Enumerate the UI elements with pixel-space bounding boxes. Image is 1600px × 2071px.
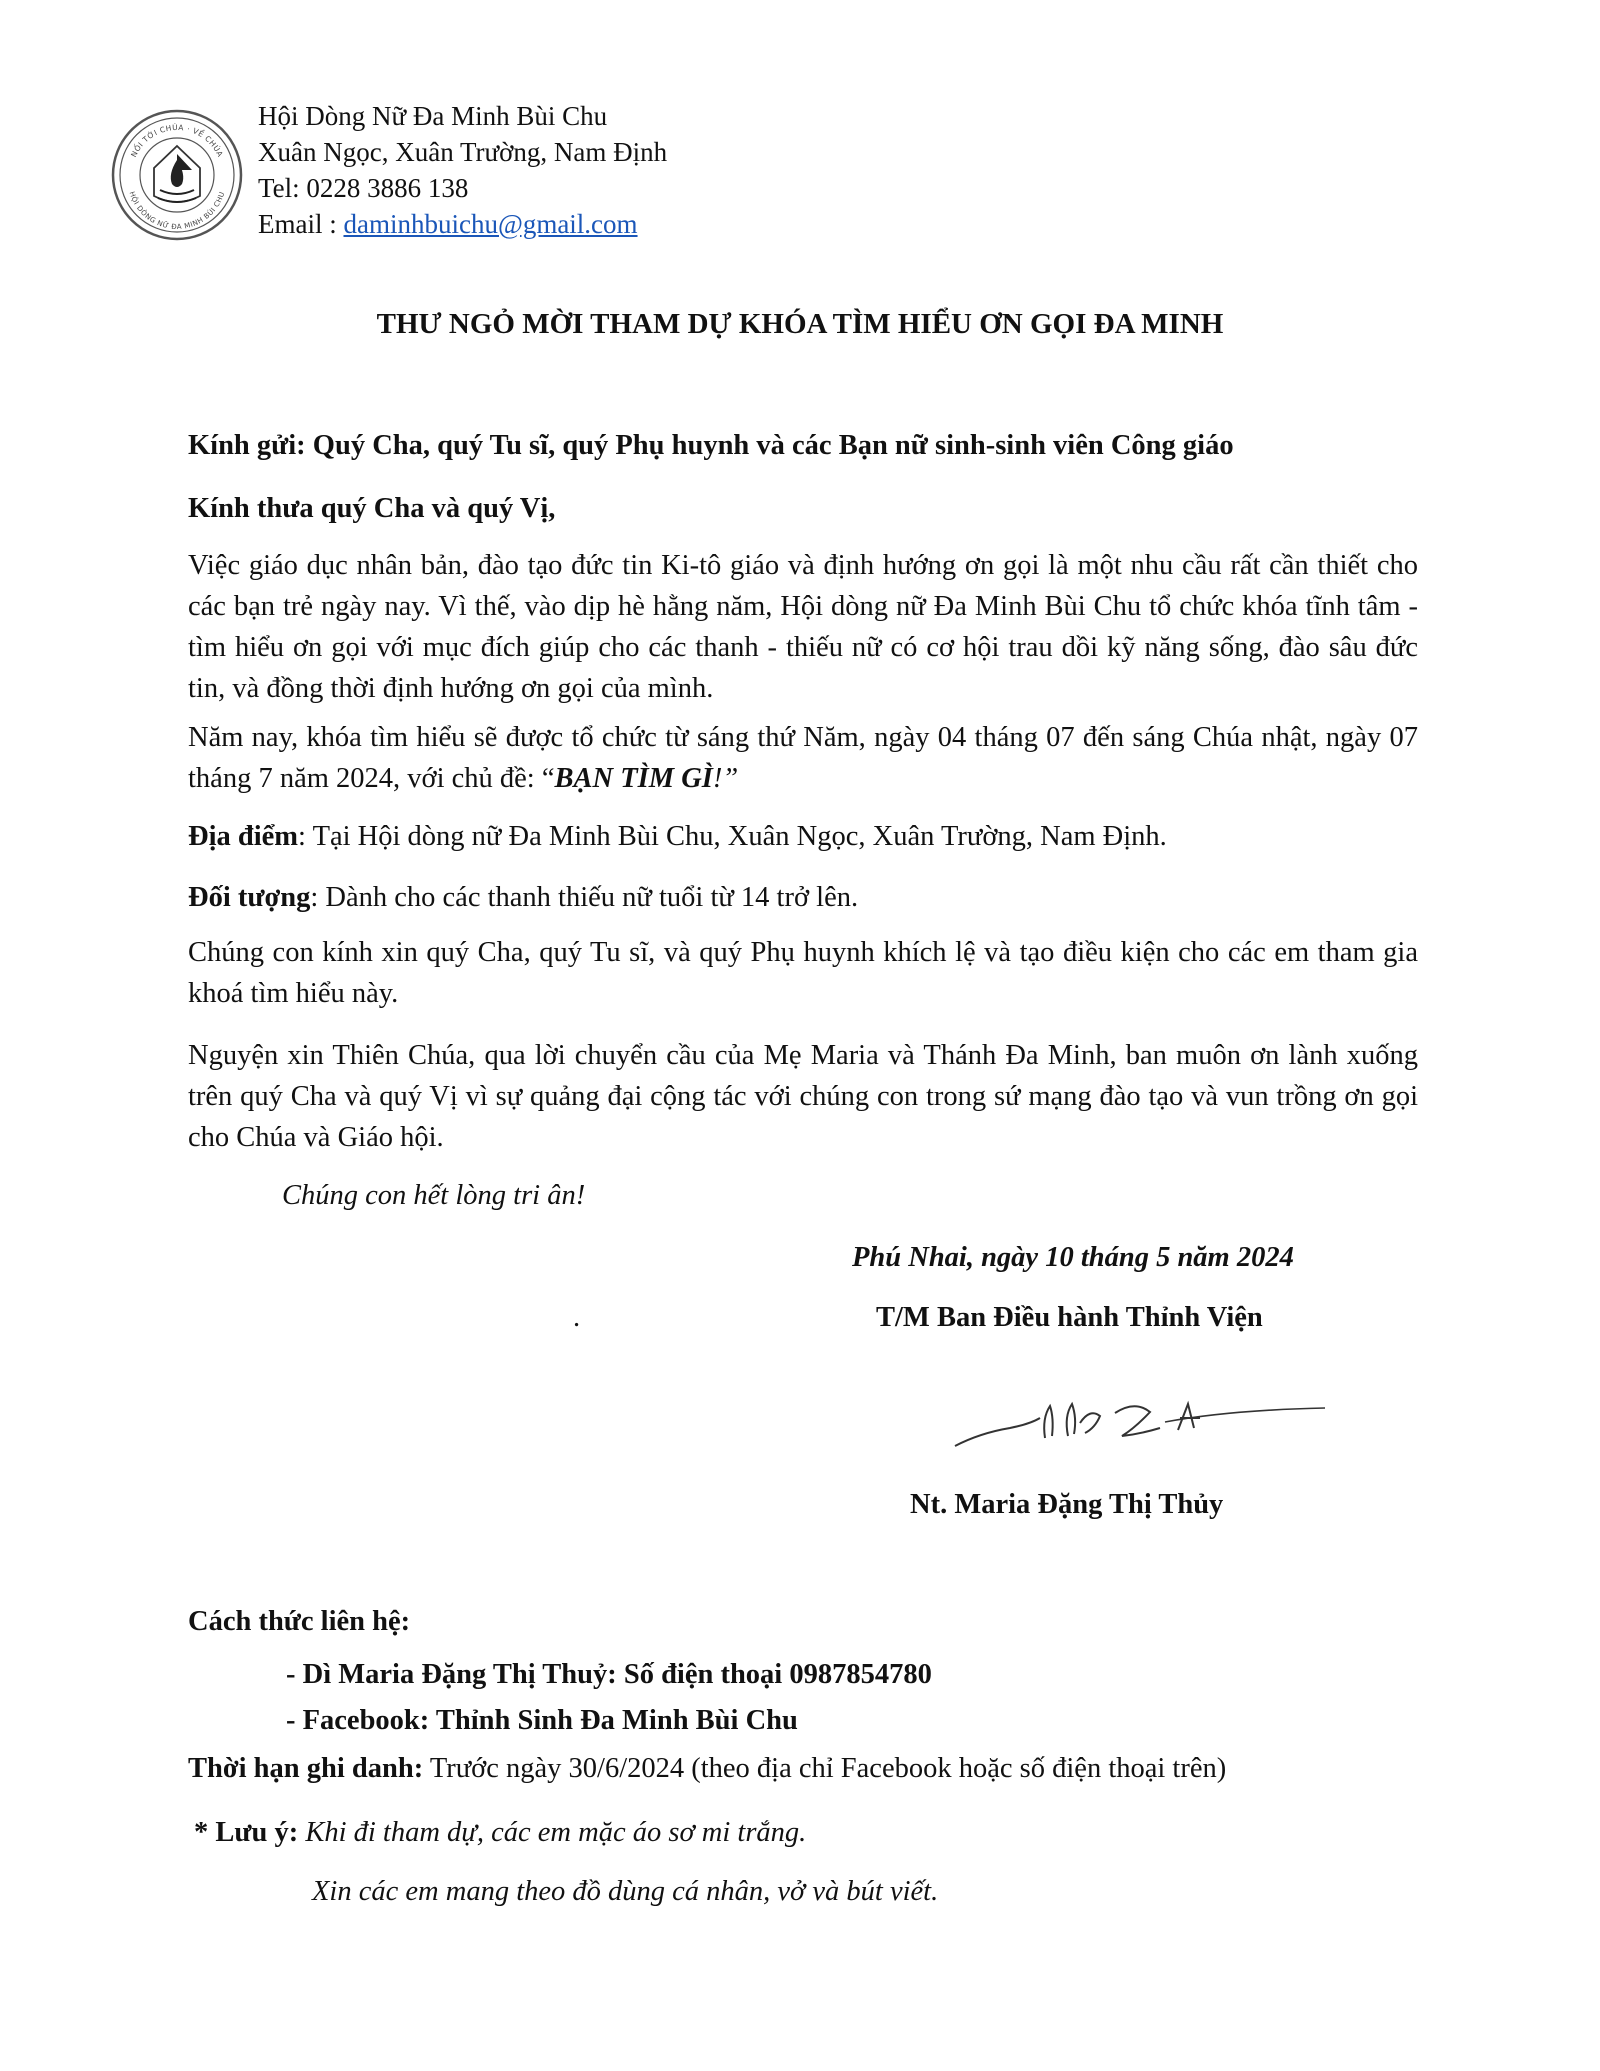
contact-heading: Cách thức liên hệ: [188,1606,411,1637]
theme-text: BẠN TÌM GÌ [554,763,713,794]
congregation-seal-logo [110,108,244,242]
org-email-line [258,206,638,242]
paragraph-1: Việc giáo dục nhân bản, đào tạo đức tin Ki-tô giáo và định hướng ơn gọi là một nhu cầu rất cần thiết cho các bạn trẻ ngày nay. Vì thế, vào dịp hè hằng năm, Hội dòng nữ Đa Minh Bùi Chu tổ chức khóa tĩnh tâm - tìm hiểu ơn gọi với mục đích giúp cho các thanh - thiếu nữ có cơ hội trau dồi kỹ năng sống, đào sâu đức tin, và đồng thời định hướng ơn gọi của mình. [188,550,1418,704]
paragraph-2: Năm nay, khóa tìm hiểu sẽ được tổ chức từ sáng thứ Năm, ngày 04 tháng 07 đến sáng Chúa nhật, ngày 07 tháng 7 năm 2024, với chủ đề: “BẠN TÌM GÌ!” [188,722,1418,794]
letter-title: THƯ NGỎ MỜI THAM DỰ KHÓA TÌM HIỂU ƠN GỌI ĐA MINH [376,308,1224,340]
deadline-line: Thời hạn ghi danh: Trước ngày 30/6/2024 (theo địa chỉ Facebook hoặc số điện thoại trên) [188,1753,1227,1784]
org-address: Xuân Ngọc, Xuân Trường, Nam Định [258,137,668,167]
signer-name: Nt. Maria Đặng Thị Thủy [910,1489,1224,1520]
email-label: Email : [258,209,344,239]
audience-line: Đối tượng: Dành cho các thanh thiếu nữ tuổi từ 14 trở lên. [188,882,859,913]
svg-text:HỘI DÒNG NỮ ĐA MINH BÙI CHU: HỘI DÒNG NỮ ĐA MINH BÙI CHU [127,190,227,232]
org-name: Hội Dòng Nữ Đa Minh Bùi Chu [258,101,608,131]
thanks-line: Chúng con hết lòng tri ân! [282,1180,586,1211]
contact-facebook: - Facebook: Thỉnh Sinh Đa Minh Bùi Chu [286,1705,798,1736]
paragraph-3: Chúng con kính xin quý Cha, quý Tu sĩ, và quý Phụ huynh khích lệ và tạo điều kiện cho các em tham gia khoá tìm hiểu này. [188,937,1418,1009]
recipients: Kính gửi: Quý Cha, quý Tu sĩ, quý Phụ huynh và các Bạn nữ sinh-sinh viên Công giáo [188,430,1234,461]
org-tel: Tel: 0228 3886 138 [258,173,469,203]
svg-text:NỐI TỚI CHÚA · VỀ CHÚA: NỐI TỚI CHÚA · VỀ CHÚA [129,122,225,159]
paragraph-4: Nguyện xin Thiên Chúa, qua lời chuyển cầu của Mẹ Maria và Thánh Đa Minh, ban muôn ơn lành xuống trên quý Cha và quý Vị vì sự quảng đại cộng tác với chúng con trong sứ mạng đào tạo và vun trồng ơn gọi cho Chúa và Giáo hội. [188,1040,1418,1153]
email-link[interactable]: daminhbuichu@gmail.com [343,209,638,239]
salutation: Kính thưa quý Cha và quý Vị, [188,493,556,524]
on-behalf-line: T/M Ban Điều hành Thỉnh Viện [876,1302,1263,1333]
note-line-2: Xin các em mang theo đồ dùng cá nhân, vở và bút viết. [312,1876,939,1907]
location-line: Địa điểm: Tại Hội dòng nữ Đa Minh Bùi Chu, Xuân Ngọc, Xuân Trường, Nam Định. [188,821,1167,852]
handwritten-signature [950,1378,1330,1458]
stray-dot: . [573,1302,581,1333]
date-place: Phú Nhai, ngày 10 tháng 5 năm 2024 [852,1242,1294,1273]
contact-phone: - Dì Maria Đặng Thị Thuỷ: Số điện thoại 0987854780 [286,1659,932,1690]
note-line-1: * Lưu ý: Khi đi tham dự, các em mặc áo sơ mi trắng. [194,1817,807,1848]
